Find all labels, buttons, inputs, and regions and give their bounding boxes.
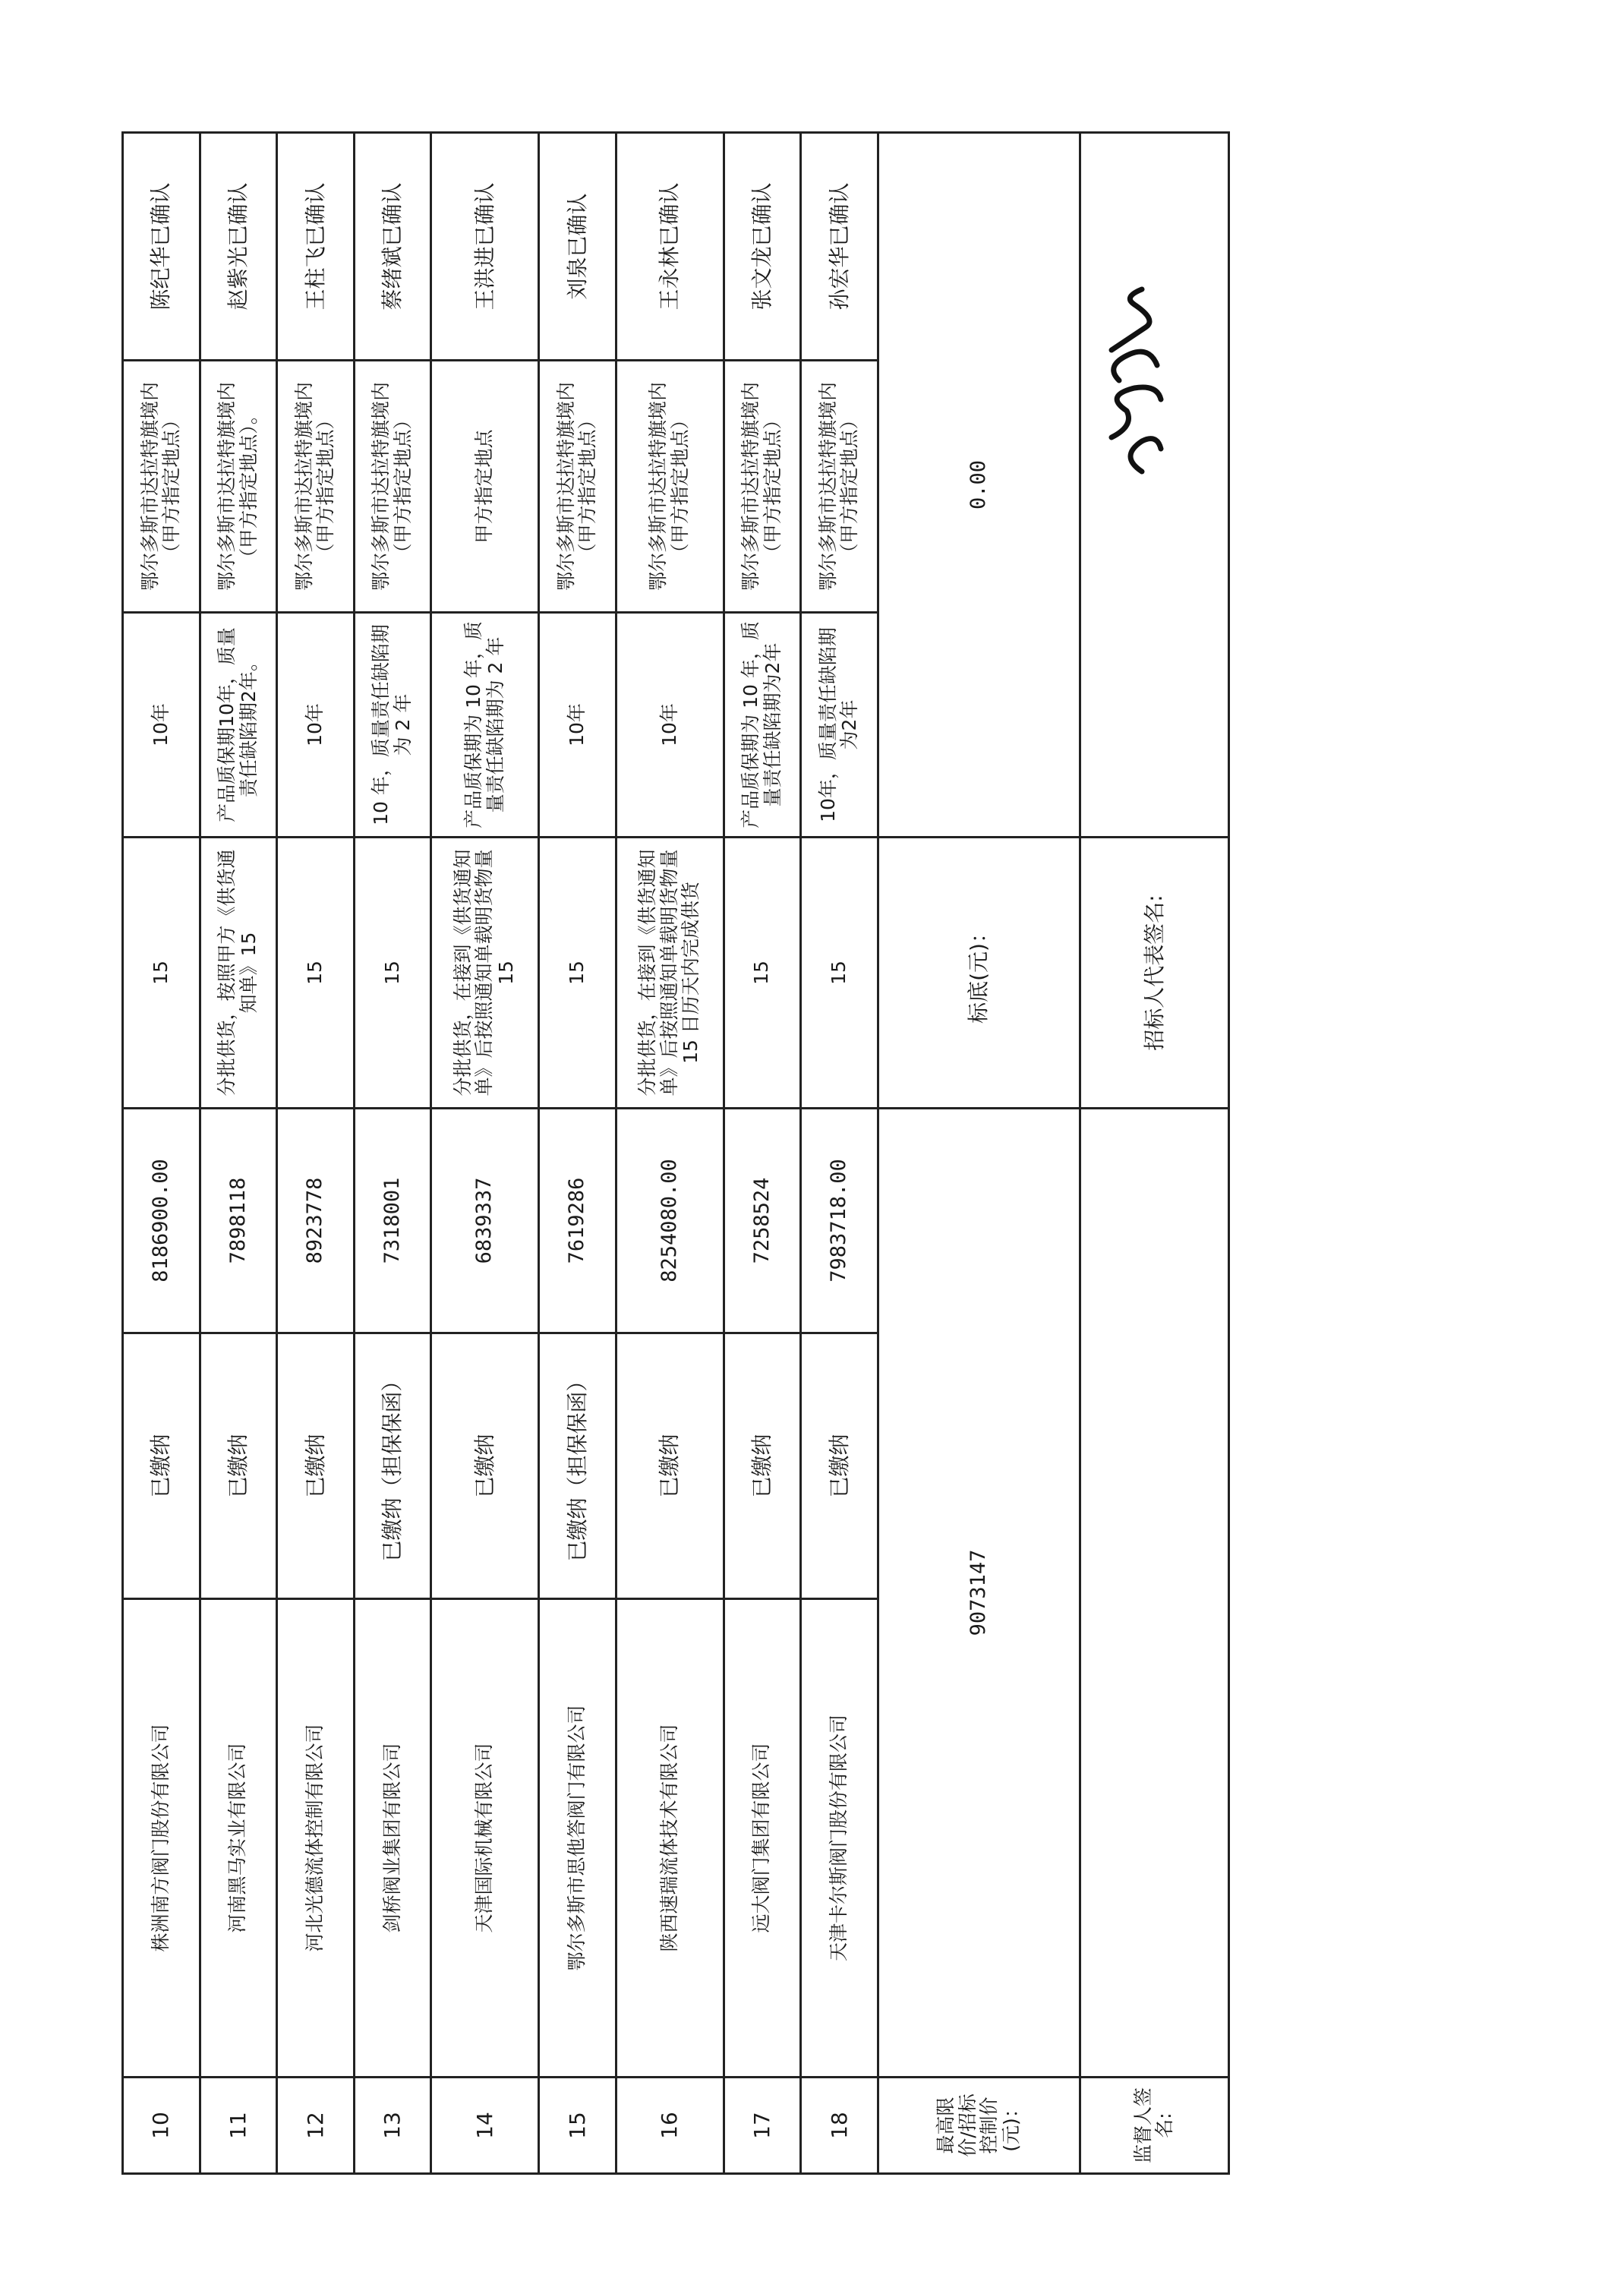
signature-row [1080,133,1228,2174]
delivery-location: 鄂尔多斯市达拉特旗境内（甲方指定地点） [277,361,355,613]
supervisor-signature-label: 监督人签名: [1080,2078,1228,2174]
delivery-terms: 15 [277,838,355,1109]
max-price-label: 最高限价/招标控制价(元)： [878,2078,1080,2174]
bid-price: 8254080.00 [616,1109,724,1333]
row-number: 12 [277,2078,355,2174]
row-number: 11 [200,2078,277,2174]
agent-signature-cell [1080,133,1228,838]
table-row [539,133,616,2174]
bidder-confirmation: 陈纪华已确认 [123,133,200,361]
base-price-value: 0.00 [878,133,1080,838]
warranty-terms: 10 年，质量责任缺陷期为 2 年 [354,613,431,838]
agent-signature-label: 招标人代表签名: [1080,838,1228,1109]
bid-price: 7983718.00 [801,1109,878,1333]
company-name: 天津国际机械有限公司 [431,1599,539,2078]
delivery-location: 鄂尔多斯市达拉特旗境内（甲方指定地点） [123,361,200,613]
warranty-terms: 10年 [277,613,355,838]
footer-section [878,133,1228,2174]
delivery-terms: 15 [354,838,431,1109]
table-row [616,133,724,2174]
company-name: 远大阀门集团有限公司 [724,1599,801,2078]
bid-price: 7318001 [354,1109,431,1333]
delivery-location: 鄂尔多斯市达拉特旗境内（甲方指定地点） [539,361,616,613]
bidder-confirmation: 王柱飞已确认 [277,133,355,361]
warranty-terms: 产品质保期10年，质量责任缺陷期2年。 [200,613,277,838]
row-number: 14 [431,2078,539,2174]
company-name: 鄂尔多斯市思他答阀门有限公司 [539,1599,616,2078]
deposit-status: 已缴纳 [616,1333,724,1599]
delivery-terms: 分批供货，在接到《供货通知单》后按照通知单载明货物量 15 [431,838,539,1109]
bid-price: 7258524 [724,1109,801,1333]
company-name: 天津卡尔斯阀门股份有限公司 [801,1599,878,2078]
bidder-confirmation: 蔡绪斌已确认 [354,133,431,361]
delivery-location: 甲方指定地点 [431,361,539,613]
deposit-status: 已缴纳 [724,1333,801,1599]
deposit-status: 已缴纳 [431,1333,539,1599]
bid-results-table [121,131,1230,2175]
delivery-terms: 分批供货，在接到《供货通知单》后按照通知单载明货物量15 日历天内完成供货 [616,838,724,1109]
supervisor-signature-cell [1080,1109,1228,2078]
table-row [277,133,355,2174]
deposit-status: 已缴纳（担保保函） [354,1333,431,1599]
table-row [200,133,277,2174]
delivery-terms: 15 [724,838,801,1109]
table-row [431,133,539,2174]
bidder-confirmation: 孙宏华已确认 [801,133,878,361]
row-number: 16 [616,2078,724,2174]
deposit-status: 已缴纳 [277,1333,355,1599]
delivery-location: 鄂尔多斯市达拉特旗境内（甲方指定地点） [616,361,724,613]
bidder-confirmation: 张文龙已确认 [724,133,801,361]
row-number: 18 [801,2078,878,2174]
warranty-terms: 10年，质量责任缺陷期为2年 [801,613,878,838]
deposit-status: 已缴纳 [123,1333,200,1599]
table-row [123,133,200,2174]
delivery-terms: 15 [801,838,878,1109]
delivery-location: 鄂尔多斯市达拉特旗境内（甲方指定地点） [354,361,431,613]
deposit-status: 已缴纳 [200,1333,277,1599]
company-name: 河北光德流体控制有限公司 [277,1599,355,2078]
warranty-terms: 10年 [616,613,724,838]
table-row [801,133,878,2174]
delivery-terms: 分批供货，按照甲方《供货通知单》15 [200,838,277,1109]
base-price-label: 标底(元)： [878,838,1080,1109]
company-name: 河南黑马实业有限公司 [200,1599,277,2078]
handwritten-signature [1089,282,1172,479]
table-row [724,133,801,2174]
bidder-confirmation: 王洪进已确认 [431,133,539,361]
warranty-terms: 10年 [123,613,200,838]
deposit-status: 已缴纳（担保保函） [539,1333,616,1599]
delivery-location: 鄂尔多斯市达拉特旗境内（甲方指定地点） [724,361,801,613]
bid-price: 7619286 [539,1109,616,1333]
bid-price: 7898118 [200,1109,277,1333]
delivery-location: 鄂尔多斯市达拉特旗境内（甲方指定地点） [801,361,878,613]
company-name: 株洲南方阀门股份有限公司 [123,1599,200,2078]
bid-price: 8186900.00 [123,1109,200,1333]
price-limit-row [878,133,1080,2174]
warranty-terms: 10年 [539,613,616,838]
warranty-terms: 产品质保期为 10 年，质量责任缺陷期为 2 年 [431,613,539,838]
bidder-confirmation: 赵紫光已确认 [200,133,277,361]
table-row [354,133,431,2174]
delivery-terms: 15 [123,838,200,1109]
company-name: 剑桥阀业集团有限公司 [354,1599,431,2078]
bid-price: 6839337 [431,1109,539,1333]
row-number: 13 [354,2078,431,2174]
bidder-confirmation: 王永林已确认 [616,133,724,361]
warranty-terms: 产品质保期为 10 年，质量责任缺陷期为2年 [724,613,801,838]
rotated-bid-table-page [121,134,1230,2175]
row-number: 10 [123,2078,200,2174]
row-number: 17 [724,2078,801,2174]
max-price-value: 9073147 [878,1109,1080,2078]
bid-price: 8923778 [277,1109,355,1333]
company-name: 陕西速瑞流体技术有限公司 [616,1599,724,2078]
delivery-location: 鄂尔多斯市达拉特旗境内（甲方指定地点）。 [200,361,277,613]
row-number: 15 [539,2078,616,2174]
delivery-terms: 15 [539,838,616,1109]
bidder-confirmation: 刘泉已确认 [539,133,616,361]
deposit-status: 已缴纳 [801,1333,878,1599]
